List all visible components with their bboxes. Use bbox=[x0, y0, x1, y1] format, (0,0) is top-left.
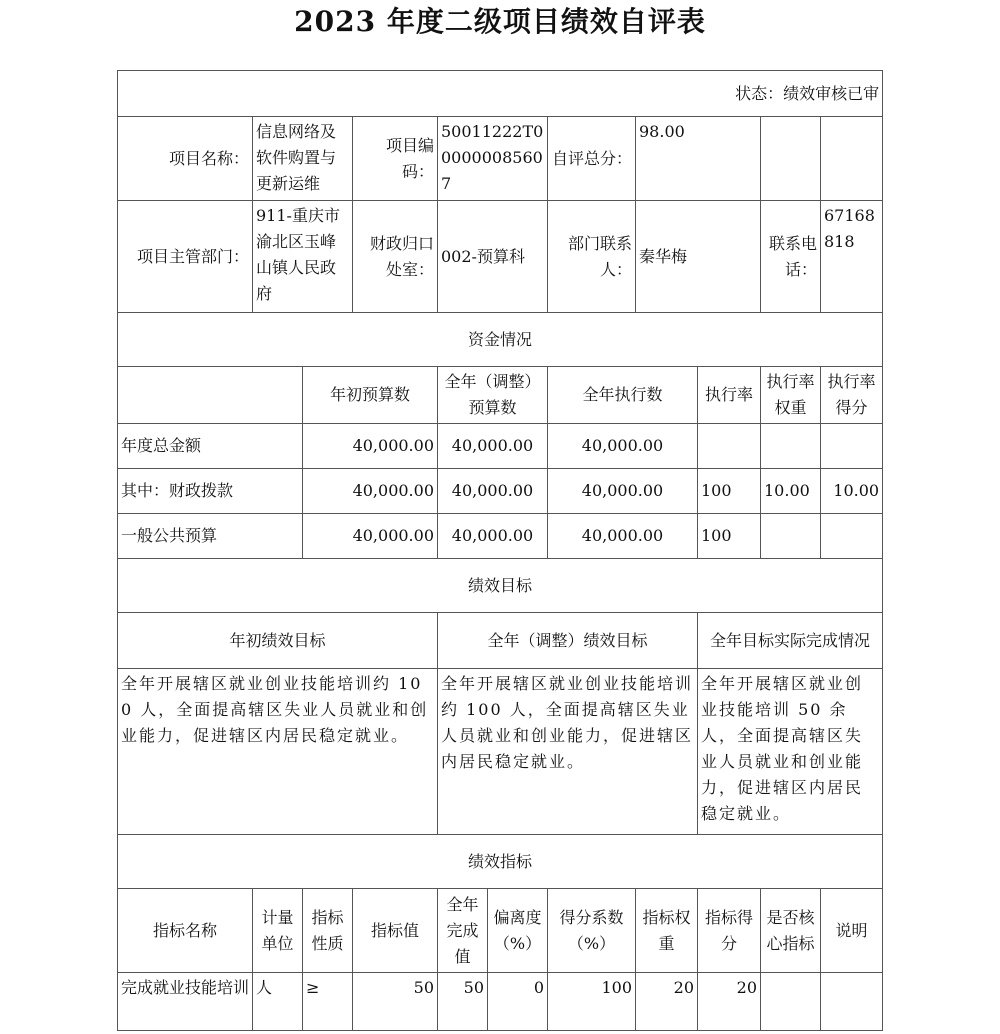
funds-header-executed: 全年执行数 bbox=[548, 367, 698, 424]
goals-initial-text: 全年开展辖区就业创业技能培训约 100 人，全面提高辖区失业人员就业和创业能力，促进辖区内居民稳定就业。 bbox=[118, 669, 438, 835]
funds-weight bbox=[761, 424, 821, 469]
funds-header-score: 执行率得分 bbox=[821, 367, 883, 424]
goals-adjusted-text: 全年开展辖区就业创业技能培训约 100 人，全面提高辖区失业人员就业和创业能力，促进辖区内居民稳定就业。 bbox=[438, 669, 698, 835]
ind-header-note: 说明 bbox=[821, 889, 883, 973]
ind-header-done: 全年完成值 bbox=[438, 889, 488, 973]
funds-executed: 40,000.00 bbox=[548, 469, 698, 514]
ind-header-core: 是否核心指标 bbox=[761, 889, 821, 973]
funds-header-rate: 执行率 bbox=[698, 367, 761, 424]
table-row bbox=[118, 514, 883, 559]
ind-name: 完成就业技能培训 bbox=[118, 973, 253, 1031]
ind-note bbox=[821, 973, 883, 1031]
ind-header-value: 指标值 bbox=[353, 889, 438, 973]
phone-value: 67168818 bbox=[821, 201, 883, 313]
ind-header-unit: 计量单位 bbox=[253, 889, 303, 973]
project-code-label: 项目编码： bbox=[353, 117, 438, 201]
funds-row-label: 其中：财政拨款 bbox=[118, 469, 303, 514]
funds-executed: 40,000.00 bbox=[548, 424, 698, 469]
self-score-value: 98.00 bbox=[636, 117, 761, 201]
self-score-label: 自评总分： bbox=[548, 117, 636, 201]
ind-deviation: 0 bbox=[488, 973, 548, 1031]
goals-actual-text: 全年开展辖区就业创业技能培训 50 余人，全面提高辖区失业人员就业和创业能力，促进辖区内居民稳定就业。 bbox=[698, 669, 883, 835]
contact-label: 部门联系人： bbox=[548, 201, 636, 313]
finance-office-label: 财政归口处室： bbox=[353, 201, 438, 313]
ind-nature: ≥ bbox=[303, 973, 353, 1031]
funds-weight: 10.00 bbox=[761, 469, 821, 514]
table-row bbox=[118, 973, 883, 1031]
empty-cell bbox=[821, 117, 883, 201]
funds-initial: 40,000.00 bbox=[303, 424, 438, 469]
contact-value: 秦华梅 bbox=[636, 201, 761, 313]
dept-label: 项目主管部门： bbox=[118, 201, 253, 313]
table-row bbox=[118, 469, 883, 514]
evaluation-table bbox=[117, 70, 883, 1031]
ind-header-weight: 指标权重 bbox=[636, 889, 698, 973]
funds-section-heading: 资金情况 bbox=[118, 313, 883, 367]
funds-rate: 100 bbox=[698, 514, 761, 559]
project-name-value: 信息网络及软件购置与更新运维 bbox=[253, 117, 353, 201]
funds-score bbox=[821, 424, 883, 469]
project-code-value: 50011222T000000085607 bbox=[438, 117, 548, 201]
funds-weight bbox=[761, 514, 821, 559]
funds-row-label: 年度总金额 bbox=[118, 424, 303, 469]
funds-rate: 100 bbox=[698, 469, 761, 514]
funds-header-blank bbox=[118, 367, 303, 424]
funds-row-label: 一般公共预算 bbox=[118, 514, 303, 559]
ind-coef: 100 bbox=[548, 973, 636, 1031]
funds-adjusted: 40,000.00 bbox=[438, 424, 548, 469]
finance-office-value: 002-预算科 bbox=[438, 201, 548, 313]
goals-header-actual: 全年目标实际完成情况 bbox=[698, 613, 883, 669]
funds-initial: 40,000.00 bbox=[303, 514, 438, 559]
status-text: 状态：绩效审核已审 bbox=[118, 71, 883, 117]
ind-done: 50 bbox=[438, 973, 488, 1031]
goals-section-heading: 绩效目标 bbox=[118, 559, 883, 613]
funds-header-initial: 年初预算数 bbox=[303, 367, 438, 424]
goals-header-adjusted: 全年（调整）绩效目标 bbox=[438, 613, 698, 669]
funds-adjusted: 40,000.00 bbox=[438, 469, 548, 514]
ind-value: 50 bbox=[353, 973, 438, 1031]
ind-score: 20 bbox=[698, 973, 761, 1031]
ind-header-coef: 得分系数（%） bbox=[548, 889, 636, 973]
dept-value: 911-重庆市渝北区玉峰山镇人民政府 bbox=[253, 201, 353, 313]
funds-header-adjusted: 全年（调整）预算数 bbox=[438, 367, 548, 424]
project-name-label: 项目名称： bbox=[118, 117, 253, 201]
ind-unit: 人 bbox=[253, 973, 303, 1031]
ind-weight: 20 bbox=[636, 973, 698, 1031]
funds-score bbox=[821, 514, 883, 559]
ind-header-name: 指标名称 bbox=[118, 889, 253, 973]
phone-label: 联系电话： bbox=[761, 201, 821, 313]
funds-adjusted: 40,000.00 bbox=[438, 514, 548, 559]
funds-header-weight: 执行率权重 bbox=[761, 367, 821, 424]
ind-core bbox=[761, 973, 821, 1031]
funds-score: 10.00 bbox=[821, 469, 883, 514]
goals-header-initial: 年初绩效目标 bbox=[118, 613, 438, 669]
ind-header-nature: 指标性质 bbox=[303, 889, 353, 973]
table-row bbox=[118, 424, 883, 469]
empty-cell bbox=[761, 117, 821, 201]
page-title: 2023 年度二级项目绩效自评表 bbox=[294, 5, 706, 38]
funds-initial: 40,000.00 bbox=[303, 469, 438, 514]
funds-rate bbox=[698, 424, 761, 469]
indicators-section-heading: 绩效指标 bbox=[118, 835, 883, 889]
ind-header-score: 指标得分 bbox=[698, 889, 761, 973]
funds-executed: 40,000.00 bbox=[548, 514, 698, 559]
ind-header-deviation: 偏离度（%） bbox=[488, 889, 548, 973]
